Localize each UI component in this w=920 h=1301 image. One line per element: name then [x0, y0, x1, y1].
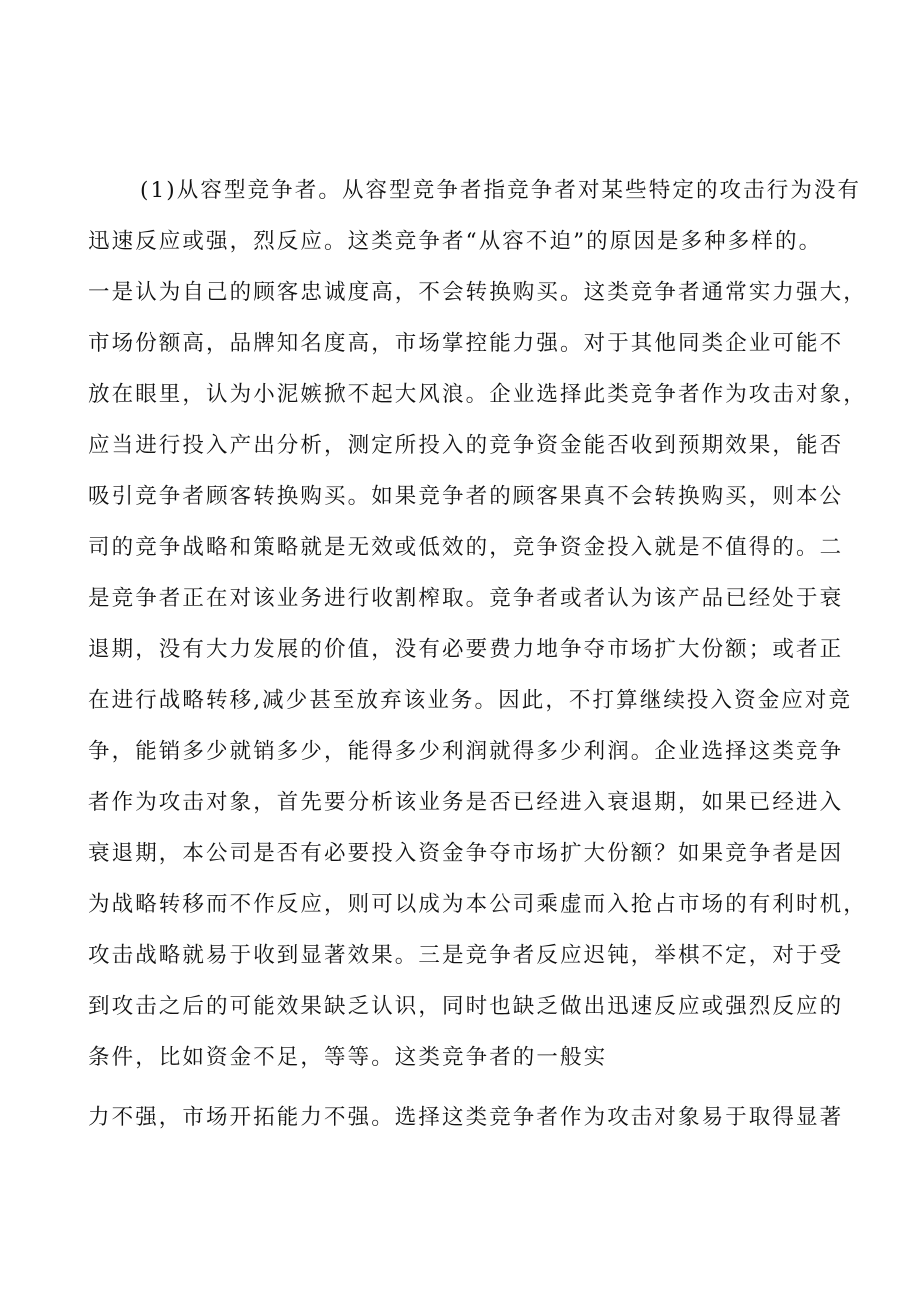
paragraph-line: 到攻击之后的可能效果缺乏认识，同时也缺乏做出迅速反应或强烈反应的: [88, 994, 844, 1019]
paragraph-line: 在进行战略转移,减少甚至放弃该业务。因此，不打算继续投入资金应对竞: [88, 688, 853, 713]
paragraph-line: 吸引竞争者顾客转换购买。如果竞争者的顾客果真不会转换购买，则本公: [88, 484, 844, 509]
paragraph-line: 力不强，市场开拓能力不强。选择这类竞争者作为攻击对象易于取得显著: [88, 1105, 844, 1130]
paragraph-line: 条件，比如资金不足，等等。这类竞争者的一般实: [88, 1045, 608, 1070]
paragraph-line: 市场份额高，品牌知名度高，市场掌控能力强。对于其他同类企业可能不: [88, 331, 844, 356]
paragraph-line: 衰退期，本公司是否有必要投入资金争夺市场扩大份额？如果竞争者是因: [88, 841, 844, 866]
paragraph-line: 一是认为自己的顾客忠诚度高，不会转换购买。这类竞争者通常实力强大，: [88, 280, 867, 305]
paragraph-line: (1)从容型竞争者。从容型竞争者指竞争者对某些特定的攻击行为没有: [140, 178, 862, 203]
paragraph-line: 应当进行投入产出分析，测定所投入的竞争资金能否收到预期效果，能否: [88, 433, 844, 458]
paragraph-line: 者作为攻击对象，首先要分析该业务是否已经进入衰退期，如果已经进入: [88, 790, 844, 815]
paragraph-line: 为战略转移而不作反应，则可以成为本公司乘虚而入抢占市场的有利时机，: [88, 892, 867, 917]
paragraph-line: 争，能销多少就销多少，能得多少利润就得多少利润。企业选择这类竞争: [88, 739, 844, 764]
paragraph-line: 司的竞争战略和策略就是无效或低效的，竞争资金投入就是不值得的。二: [88, 535, 844, 560]
paragraph-line: 攻击战略就易于收到显著效果。三是竞争者反应迟钝，举棋不定，对于受: [88, 943, 844, 968]
paragraph-line: 是竞争者正在对该业务进行收割榨取。竞争者或者认为该产品已经处于衰: [88, 586, 844, 611]
paragraph-line: 迅速反应或强，烈反应。这类竞争者“从容不迫”的原因是多种多样的。: [88, 229, 823, 254]
paragraph-line: 退期，没有大力发展的价值，没有必要费力地争夺市场扩大份额；或者正: [88, 637, 844, 662]
paragraph-line: 放在眼里，认为小泥嫉掀不起大风浪。企业选择此类竞争者作为攻击对象，: [88, 382, 867, 407]
